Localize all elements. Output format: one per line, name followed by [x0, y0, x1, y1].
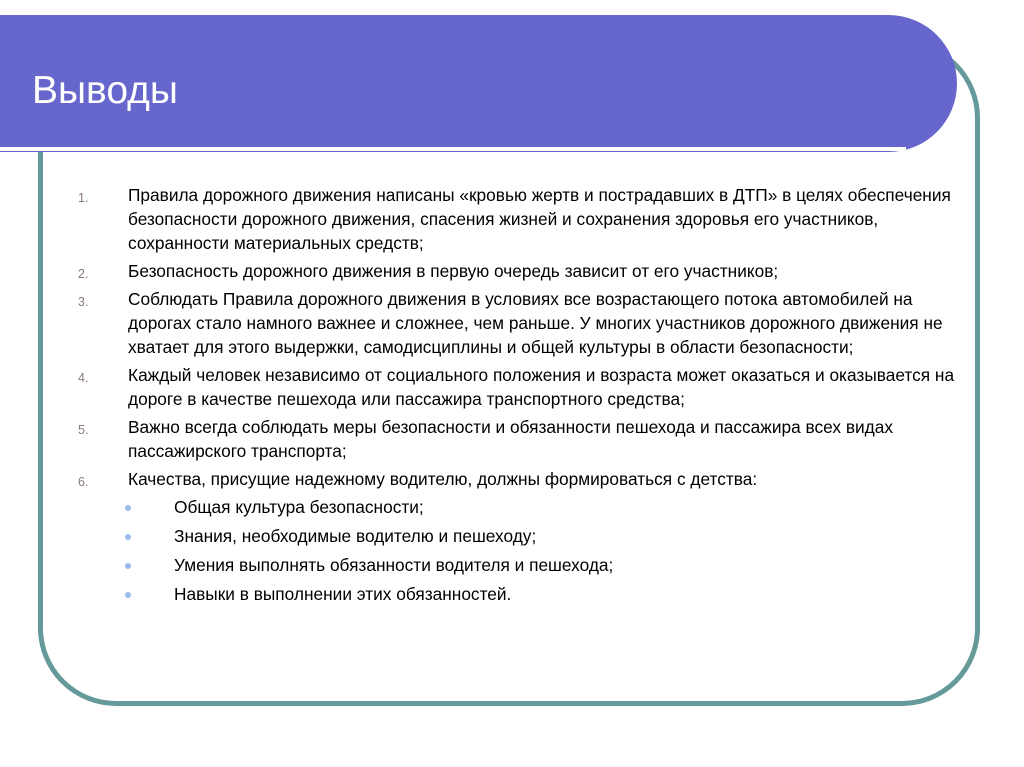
- list-item: [78, 259, 958, 283]
- item-number: 6.: [78, 475, 89, 489]
- sub-item-text: Общая культура безопасности;: [174, 497, 424, 517]
- bullet-dot-icon: [125, 534, 131, 540]
- list-item: [78, 363, 958, 411]
- list-item: [78, 467, 958, 491]
- bullet-dot-icon: [125, 592, 131, 598]
- item-number: 2.: [78, 267, 89, 281]
- title-banner: [0, 15, 957, 152]
- sub-item-text: Умения выполнять обязанности водителя и пешехода;: [174, 555, 614, 575]
- sub-list-item: [78, 524, 958, 548]
- item-number: 3.: [78, 295, 89, 309]
- sub-list-item: [78, 553, 958, 577]
- sub-item-text: Знания, необходимые водителю и пешеходу;: [174, 526, 537, 546]
- item-number: 1.: [78, 191, 89, 205]
- sub-list-item: [78, 582, 958, 606]
- item-number: 4.: [78, 371, 89, 385]
- item-number: 5.: [78, 423, 89, 437]
- title-underline: [0, 147, 906, 151]
- item-text: Безопасность дорожного движения в первую очередь зависит от его участников;: [128, 261, 779, 281]
- item-text: Соблюдать Правила дорожного движения в условиях все возрастающего потока автомобилей на дорогах стало намного важнее и сложнее, чем раньше. У многих участников дорожного движения не хватает для этого выдержки, самодисциплины и общей культуры в области безопасности;: [128, 289, 943, 357]
- item-text: Правила дорожного движения написаны «кровью жертв и пострадавших в ДТП» в целях обеспечения безопасности дорожного движения, спасения жизней и сохранения здоровья его участников, сохранности материальных средств;: [128, 185, 951, 253]
- list-item: [78, 183, 958, 255]
- list-item: [78, 415, 958, 463]
- sub-list-item: [78, 495, 958, 519]
- slide-title: Выводы: [32, 69, 178, 112]
- bullet-dot-icon: [125, 505, 131, 511]
- item-text: Важно всегда соблюдать меры безопасности и обязанности пешехода и пассажира всех видах пассажирского транспорта;: [128, 417, 893, 461]
- bullet-dot-icon: [125, 563, 131, 569]
- sub-item-text: Навыки в выполнении этих обязанностей.: [174, 584, 512, 604]
- list-item: [78, 287, 958, 359]
- conclusions-list: [78, 183, 958, 611]
- item-text: Качества, присущие надежному водителю, должны формироваться с детства:: [128, 469, 758, 489]
- item-text: Каждый человек независимо от социального положения и возраста может оказаться и оказывается на дороге в качестве пешехода или пассажира транспортного средства;: [128, 365, 955, 409]
